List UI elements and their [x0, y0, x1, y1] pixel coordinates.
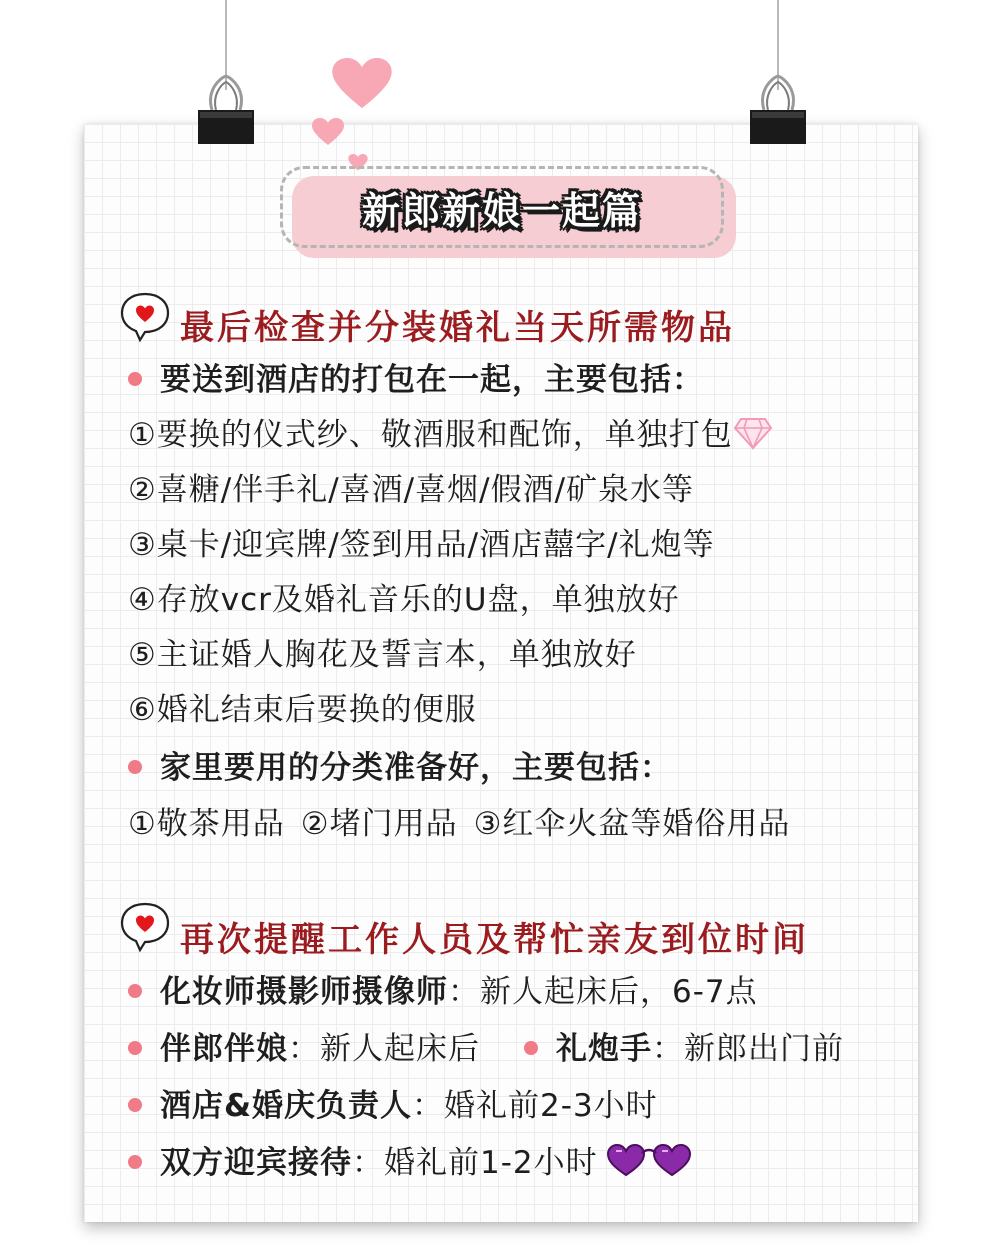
bullet-dot	[128, 372, 142, 386]
list-item	[128, 1029, 844, 1069]
list-item	[128, 415, 773, 455]
bullet-dot	[128, 1041, 142, 1055]
heart-icon	[312, 118, 344, 146]
time-label: ：新郎出门前	[652, 1031, 844, 1067]
list-item: ⑤主证婚人胸花及誓言本，单独放好	[128, 637, 637, 673]
section-heading: 最后检查并分装婚礼当天所需物品	[180, 308, 735, 348]
bullet-dot	[524, 1041, 538, 1055]
time-label: ：婚礼前1-2小时	[352, 1145, 598, 1181]
bullet-dot	[128, 760, 142, 774]
binder-clip-icon	[198, 70, 254, 144]
role-label: 伴郎伴娘	[160, 1031, 288, 1067]
binder-clip-icon	[750, 70, 806, 144]
role-label: 双方迎宾接待	[160, 1145, 352, 1181]
group-title-text: 家里要用的分类准备好，主要包括：	[160, 750, 672, 786]
role-label: 化妆师摄影师摄像师	[160, 974, 448, 1010]
list-item: ④存放vcr及婚礼音乐的U盘，单独放好	[128, 582, 680, 618]
time-label: ：新人起床后	[288, 1031, 480, 1067]
heart-sunglasses-icon	[604, 1141, 694, 1181]
bullet-dot	[128, 1098, 142, 1112]
heart-speech-bubble-icon	[118, 900, 172, 954]
home-items-row	[128, 804, 790, 844]
list-item: ③桌卡/迎宾牌/签到用品/酒店囍字/礼炮等	[128, 527, 715, 563]
role-label: 酒店&婚庆负责人	[160, 1088, 413, 1124]
list-group-title	[128, 748, 672, 788]
group-title-text: 要送到酒店的打包在一起，主要包括：	[160, 362, 704, 398]
home-item: ②堵门用品	[300, 806, 458, 842]
role-label: 礼炮手	[556, 1031, 652, 1067]
heart-icon	[332, 58, 392, 110]
time-label: ：新人起床后，6-7点	[448, 974, 758, 1010]
heart-speech-bubble-icon	[118, 290, 172, 344]
list-item: ⑥婚礼结束后要换的便服	[128, 692, 477, 728]
time-label: ：婚礼前2-3小时	[412, 1088, 658, 1124]
bullet-dot	[128, 1155, 142, 1169]
list-item	[128, 1143, 694, 1185]
list-item: ②喜糖/伴手礼/喜酒/喜烟/假酒/矿泉水等	[128, 472, 695, 508]
diamond-icon	[733, 415, 773, 451]
bullet-dot	[128, 984, 142, 998]
page-title: 新郎新娘一起篇	[361, 188, 642, 233]
list-item	[128, 1086, 658, 1126]
list-group-title	[128, 360, 704, 400]
list-item	[128, 972, 758, 1012]
home-item: ③红伞火盆等婚俗用品	[473, 806, 791, 842]
list-item-text: ①要换的仪式纱、敬酒服和配饰，单独打包	[128, 417, 733, 453]
home-item: ①敬茶用品	[128, 806, 285, 842]
section-heading: 再次提醒工作人员及帮忙亲友到位时间	[180, 920, 809, 960]
